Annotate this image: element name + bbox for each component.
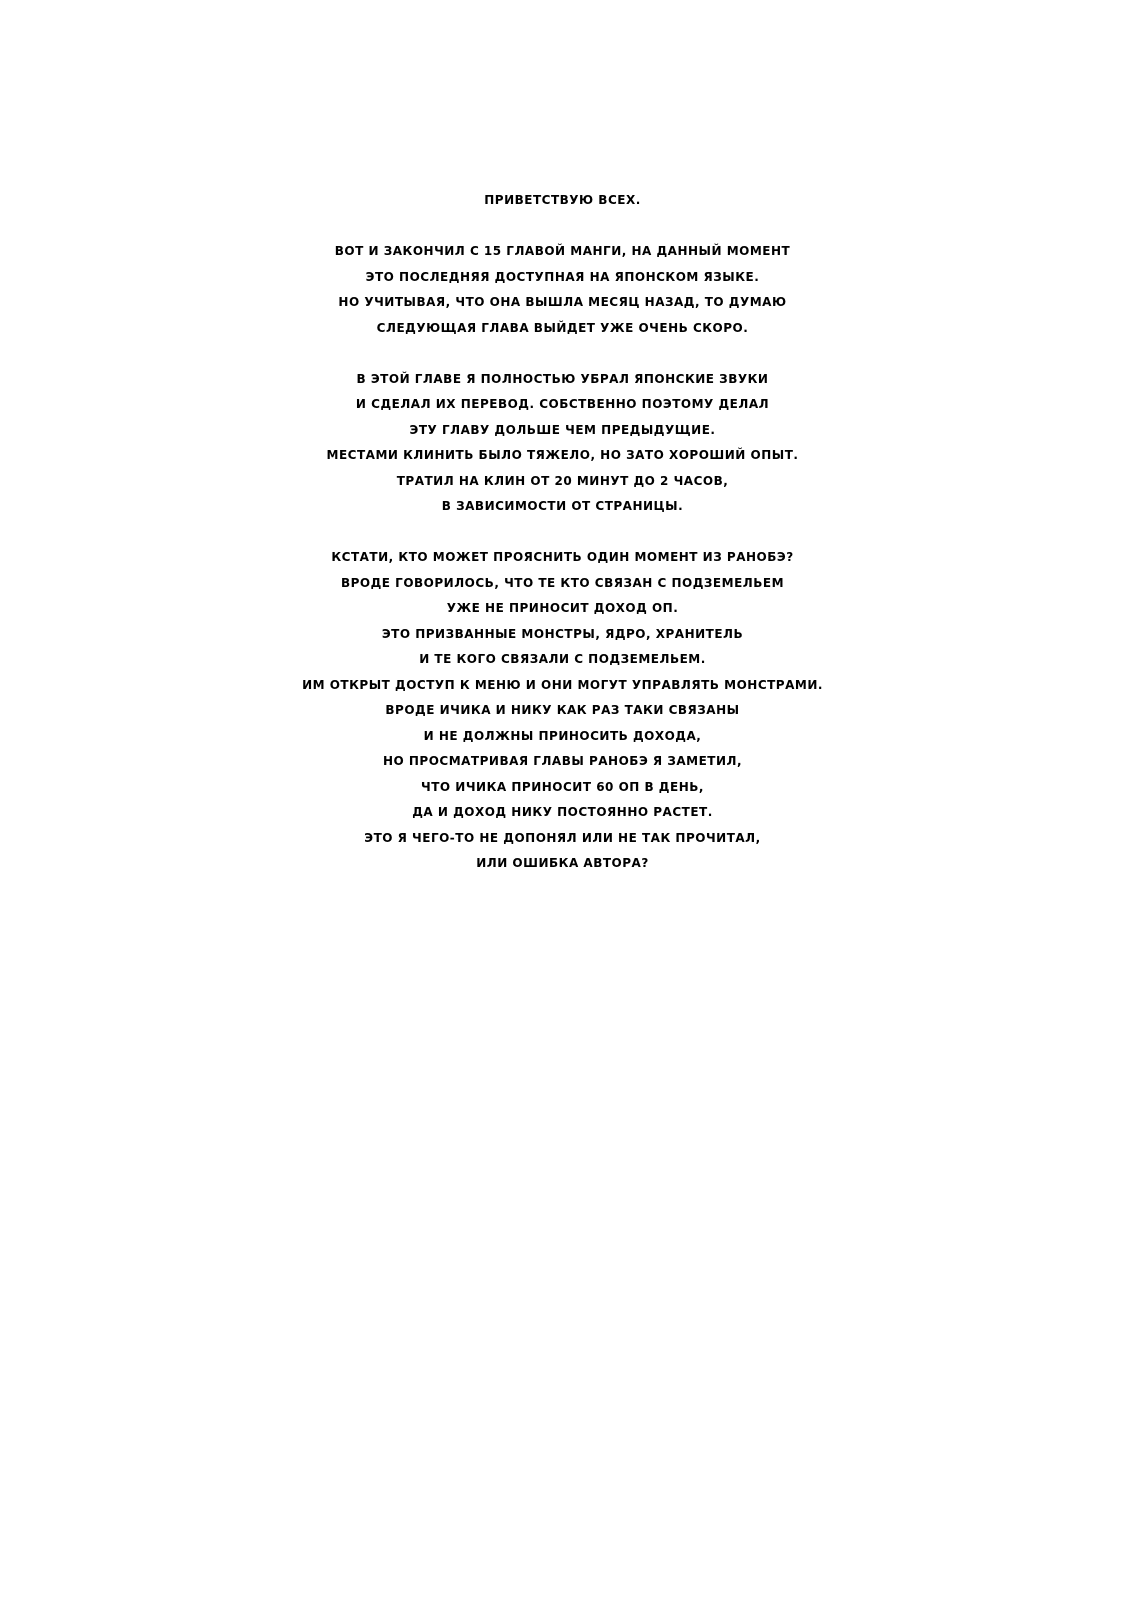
text-line: И НЕ ДОЛЖНЫ ПРИНОСИТЬ ДОХОДА, [423, 728, 702, 743]
text-line: ЭТО Я ЧЕГО-ТО НЕ ДОПОНЯЛ ИЛИ НЕ ТАК ПРОЧИТАЛ, [364, 830, 761, 845]
text-line: В ЗАВИСИМОСТИ ОТ СТРАНИЦЫ. [441, 499, 684, 513]
translator-note [0, 188, 1125, 902]
text-line: ВОТ И ЗАКОНЧИЛ С 15 ГЛАВОЙ МАНГИ, НА ДАННЫЙ МОМЕНТ [334, 244, 791, 258]
text-line: МЕСТАМИ КЛИНИТЬ БЫЛО ТЯЖЕЛО, НО ЗАТО ХОРОШИЙ ОПЫТ. [326, 448, 799, 462]
text-line: В ЭТОЙ ГЛАВЕ Я ПОЛНОСТЬЮ УБРАЛ ЯПОНСКИЕ ЗВУКИ [356, 371, 769, 386]
greeting-paragraph [0, 188, 1125, 214]
text-line: ЧТО ИЧИКА ПРИНОСИТ 60 ОП В ДЕНЬ, [421, 779, 704, 794]
text-line: ПРИВЕТСТВУЮ ВСЕХ. [484, 193, 641, 207]
text-line: ЭТО ПРИЗВАННЫЕ МОНСТРЫ, ЯДРО, ХРАНИТЕЛЬ [381, 626, 744, 641]
text-line: И ТЕ КОГО СВЯЗАЛИ С ПОДЗЕМЕЛЬЕМ. [419, 652, 706, 666]
text-line: ИЛИ ОШИБКА АВТОРА? [476, 856, 649, 870]
text-line: ВРОДЕ ИЧИКА И НИКУ КАК РАЗ ТАКИ СВЯЗАНЫ [385, 703, 740, 717]
text-line: И СДЕЛАЛ ИХ ПЕРЕВОД. СОБСТВЕННО ПОЭТОМУ ДЕЛАЛ [355, 397, 770, 411]
text-line: ЭТО ПОСЛЕДНЯЯ ДОСТУПНАЯ НА ЯПОНСКОМ ЯЗЫКЕ. [365, 269, 760, 284]
text-line: КСТАТИ, КТО МОЖЕТ ПРОЯСНИТЬ ОДИН МОМЕНТ ИЗ РАНОБЭ? [331, 550, 794, 564]
text-line: ДА И ДОХОД НИКУ ПОСТОЯННО РАСТЕТ. [412, 805, 713, 819]
text-line: ИМ ОТКРЫТ ДОСТУП К МЕНЮ И ОНИ МОГУТ УПРАВЛЯТЬ МОНСТРАМИ. [302, 677, 823, 692]
text-line: НО ПРОСМАТРИВАЯ ГЛАВЫ РАНОБЭ Я ЗАМЕТИЛ, [382, 754, 743, 768]
text-line: ЭТУ ГЛАВУ ДОЛЬШЕ ЧЕМ ПРЕДЫДУЩИЕ. [409, 422, 716, 437]
text-line: ВРОДЕ ГОВОРИЛОСЬ, ЧТО ТЕ КТО СВЯЗАН С ПОДЗЕМЕЛЬЕМ [340, 575, 785, 590]
text-line: ТРАТИЛ НА КЛИН ОТ 20 МИНУТ ДО 2 ЧАСОВ, [396, 473, 729, 488]
text-line: УЖЕ НЕ ПРИНОСИТ ДОХОД ОП. [446, 601, 679, 615]
question-paragraph [0, 545, 1125, 877]
translation-work-paragraph [0, 367, 1125, 520]
chapter-status-paragraph [0, 239, 1125, 341]
text-line: СЛЕДУЮЩАЯ ГЛАВА ВЫЙДЕТ УЖЕ ОЧЕНЬ СКОРО. [376, 320, 749, 335]
text-line: НО УЧИТЫВАЯ, ЧТО ОНА ВЫШЛА МЕСЯЦ НАЗАД, ТО ДУМАЮ [338, 295, 787, 309]
